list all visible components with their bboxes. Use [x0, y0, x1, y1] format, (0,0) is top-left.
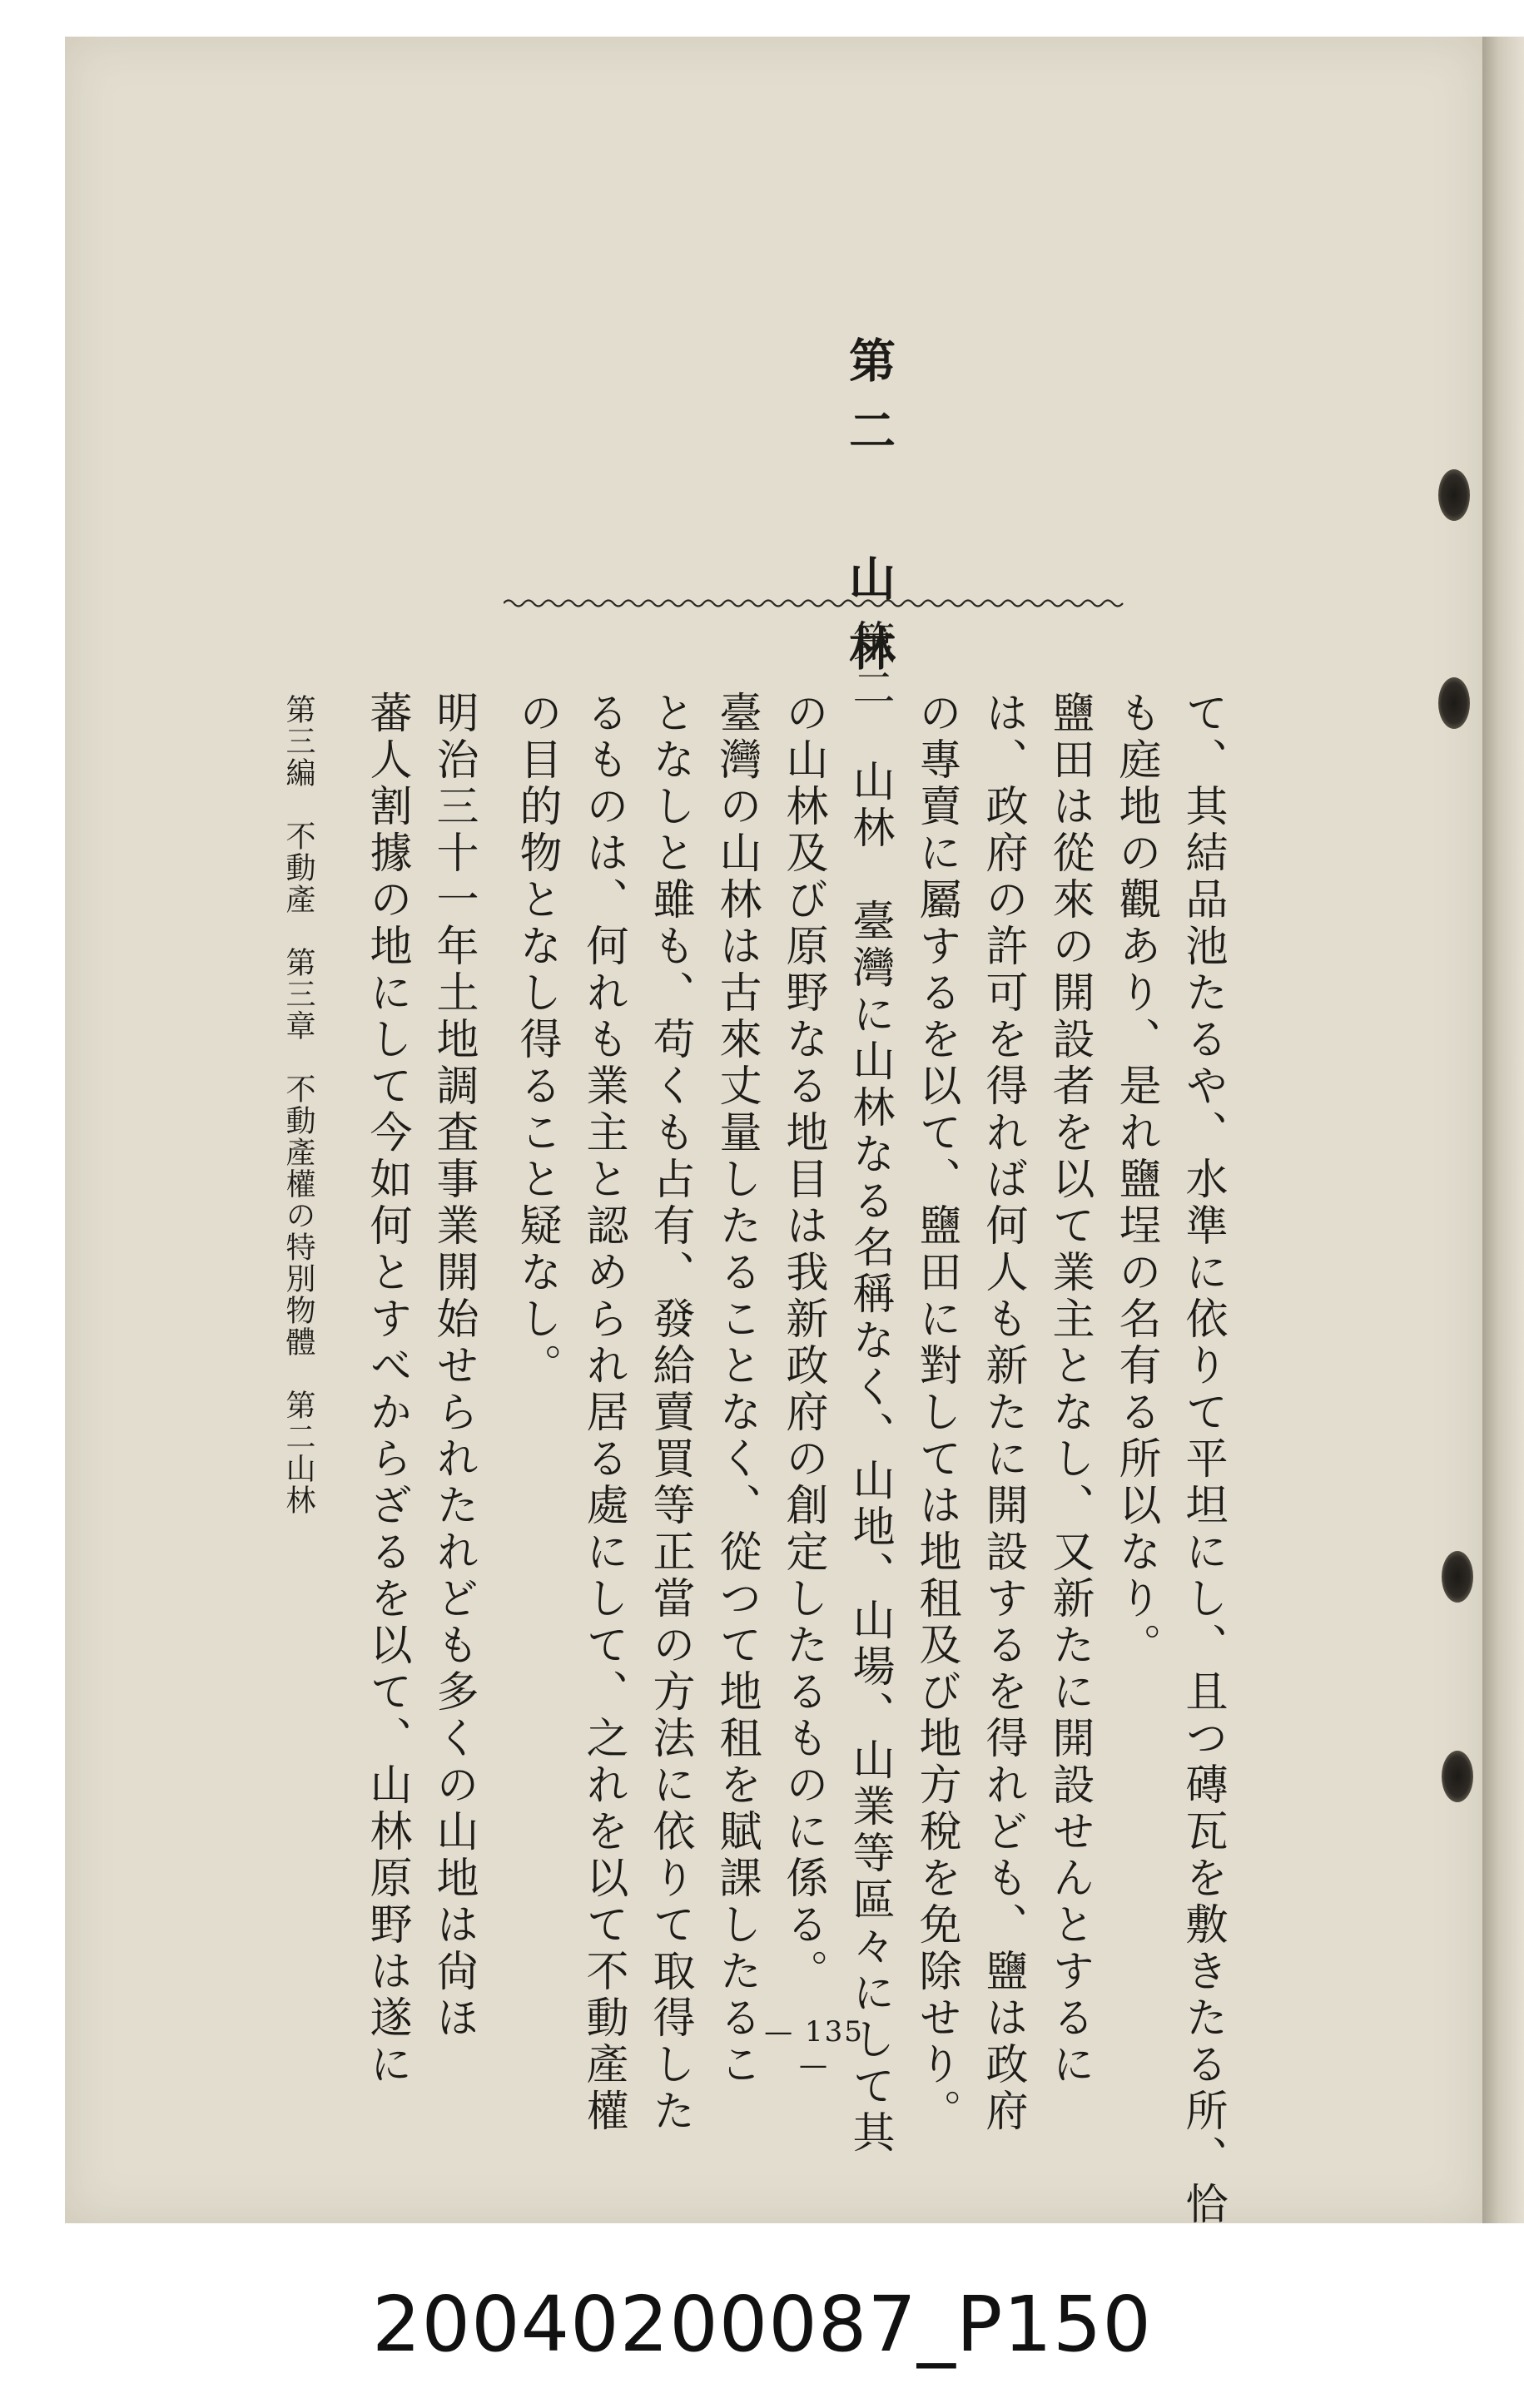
- text-column-8: 臺灣の山林は古來丈量したることなく、從つて地租を賦課したるこ: [712, 691, 761, 2088]
- image-caption: 20040200087_P150: [372, 2280, 1152, 2369]
- text-column-12: 明治三十一年土地調査事業開始せられたれども多くの山地は尙ほ: [429, 691, 478, 2042]
- section-title: 第二 山林: [841, 336, 896, 694]
- text-column-2: も庭地の觀あり、是れ鹽埕の名有る所以なり。: [1111, 691, 1160, 1669]
- text-column-10: るものは、何れも業主と認められ居る處にして、之れを以て不動產權: [578, 691, 628, 2135]
- text-column-6: 第二 山林 臺灣に山林なる名稱なく、山地、山場、山業等區々にして其: [845, 619, 894, 2157]
- binding-hole-1: [1438, 469, 1470, 521]
- binding-hole-3: [1442, 1551, 1473, 1603]
- text-column-7: の山林及び原野なる地目は我新政府の創定したるものに係る。: [778, 691, 827, 1995]
- page-paper: [65, 37, 1482, 2228]
- binding-hole-2: [1438, 677, 1470, 729]
- binding-hole-4: [1442, 1751, 1473, 1802]
- text-column-1: て、其結品池たるや、水準に依りて平坦にし、且つ磚瓦を敷きたる所、恰: [1178, 691, 1227, 2228]
- wavy-divider: [504, 596, 1126, 611]
- scanned-page: [65, 37, 1524, 2228]
- text-column-4: は、政府の許可を得れば何人も新たに開設するを得れども、鹽は政府: [978, 691, 1027, 2135]
- text-column-9: となしと雖も、苟くも占有、發給賣買等正當の方法に依りて取得した: [645, 691, 694, 2135]
- text-column-11: の目的物となし得ること疑なし。: [512, 691, 561, 1390]
- text-column-5: の專賣に屬するを以て、鹽田に對しては地租及び地方稅を免除せり。: [911, 691, 961, 2135]
- book-gutter: [1482, 37, 1524, 2223]
- page-number: — 135 —: [764, 2015, 864, 2082]
- text-column-3: 鹽田は從來の開設者を以て業主となし、又新たに開設せんとするに: [1045, 691, 1094, 2088]
- running-header: 第三編 不動產 第三章 不動產權の特別物體 第二山林: [281, 694, 315, 1516]
- text-column-13: 蕃人割據の地にして今如何とすべからざるを以て、山林原野は遂に: [362, 691, 411, 2088]
